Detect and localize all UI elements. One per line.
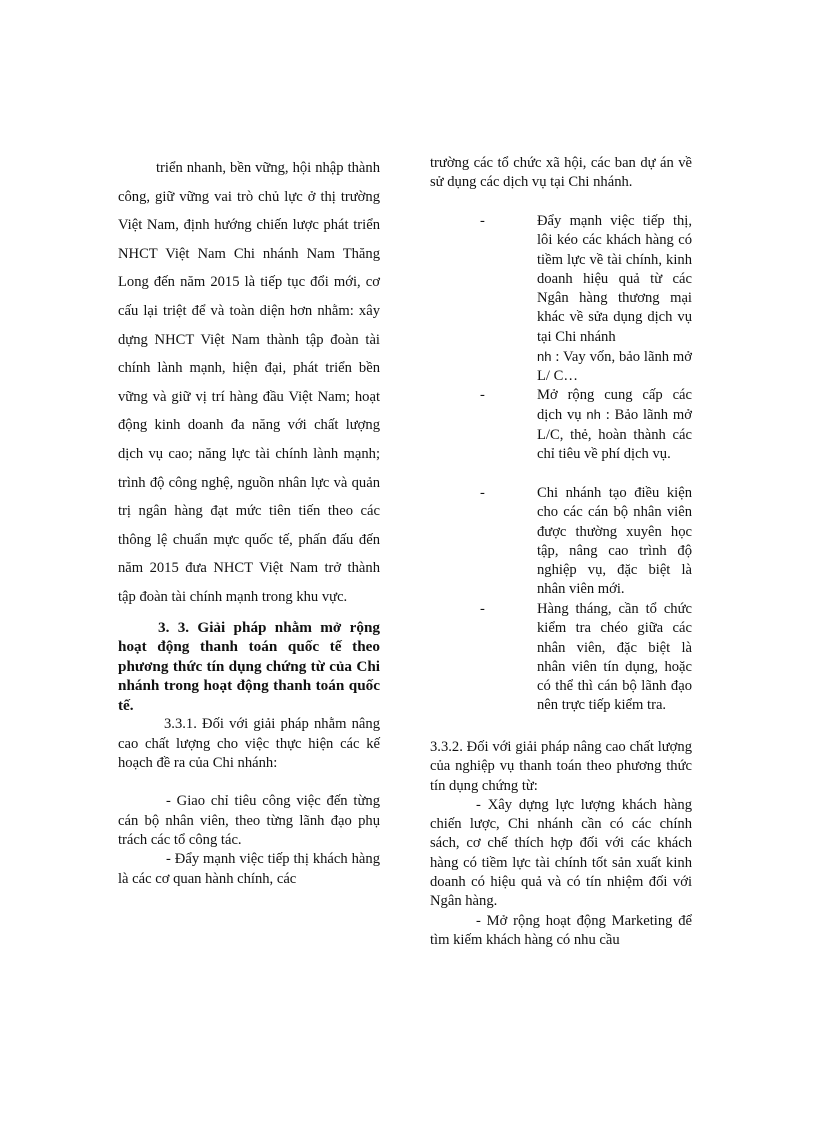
subsection-3-3-2: 3.3.2. Đối với giải pháp nâng cao chất lượng của nghiệp vụ thanh toán theo phương thức tín dụng chứng từ:: [430, 739, 692, 794]
list-item-strategic-customers: - Xây dựng lực lượng khách hàng chiến lược, Chi nhánh cần có các chính sách, cơ chế thích hợp đối với các khách hàng có tiềm lực tài chính tốt sản xuất kinh doanh có hiệu quả và có tín nhiệm đối với Ngân hàng.: [430, 796, 692, 910]
list-item-marketing: - Mở rộng hoạt động Marketing để tìm kiếm khách hàng có nhu cầu: [430, 912, 692, 948]
list-item-assign-targets: - Giao chỉ tiêu công việc đến từng cán bộ nhân viên, theo từng lãnh đạo phụ trách các tổ công tác.: [118, 793, 380, 848]
bullet-list: [430, 212, 692, 742]
intro-paragraph: triển nhanh, bền vững, hội nhập thành công, giữ vững vai trò chủ lực ở thị trường Việt Nam, định hướng chiến lược phát triển NHCT Việt Nam Chi nhánh Nam Thăng Long đến năm 2015 là tiếp tục đổi mới, cơ cấu lại triệt để và toàn diện hơn nhằm: xây dựng NHCT Việt Nam thành tập đoàn tài chính lành mạnh, hiện đại, phát triển bền vững và giữ vị trí hàng đầu Việt Nam; hoạt động kinh doanh đa năng với chất lượng dịch vụ cao; năng lực tài chính lành mạnh; trình độ công nghệ, nguồn nhân lực và quản trị ngân hàng đạt mức tiên tiến theo các thông lệ chuẩn mực quốc tế, phấn đấu đến năm 2015 đưa NHCT Việt Nam trở thành tập đoàn tài chính mạnh trong khu vực.: [118, 160, 380, 605]
subsection-3-3-1: 3.3.1. Đối với giải pháp nhằm nâng cao chất lượng cho việc thực hiện các kế hoạch đề ra của Chi nhánh:: [118, 716, 380, 772]
right-column: [430, 154, 692, 193]
bullet-dash: -: [480, 485, 485, 501]
bullet-text: Chi nhánh tạo điều kiện cho các cán bộ nhân viên được thường xuyên học tập, nâng cao trình độ nghiệp vụ, đặc biệt là nhân viên mới.: [537, 485, 692, 598]
bullet-dash: -: [480, 213, 485, 229]
bullet-dash: -: [480, 387, 485, 403]
section-heading: 3. 3. Giải pháp nhằm mở rộng hoạt động thanh toán quốc tế theo phương thức tín dụng chứng từ của Chi nhánh trong hoạt động thanh toán quốc tế.: [118, 618, 380, 714]
bullet-text: Mở rộng cung cấp các dịch vụ nh : Bảo lãnh mở L/C, thẻ, hoàn thành các chỉ tiêu về phí dịch vụ.: [537, 387, 692, 462]
right-column-lower: [430, 738, 692, 950]
left-column: [118, 154, 380, 889]
bullet-text: Đẩy mạnh việc tiếp thị, lôi kéo các khách hàng có tiềm lực về tài chính, kinh doanh hiệu quả từ các Ngân hàng thương mại khác về sửa dụng dịch vụ tại Chi nhánh nh : Vay vốn, bảo lãnh mở L/ C…: [537, 213, 692, 385]
bullet-dash: -: [480, 601, 485, 617]
list-item-promote-marketing: - Đẩy mạnh việc tiếp thị khách hàng là các cơ quan hành chính, các: [118, 851, 380, 887]
continuation-paragraph: trường các tổ chức xã hội, các ban dự án về sử dụng các dịch vụ tại Chi nhánh.: [430, 155, 692, 191]
bullet-text: Hàng tháng, cần tổ chức kiểm tra chéo giữa các nhân viên, đặc biệt là nhân viên tín dụng, hoặc có thể thì cán bộ lãnh đạo nên trực tiếp kiểm tra.: [537, 601, 692, 714]
